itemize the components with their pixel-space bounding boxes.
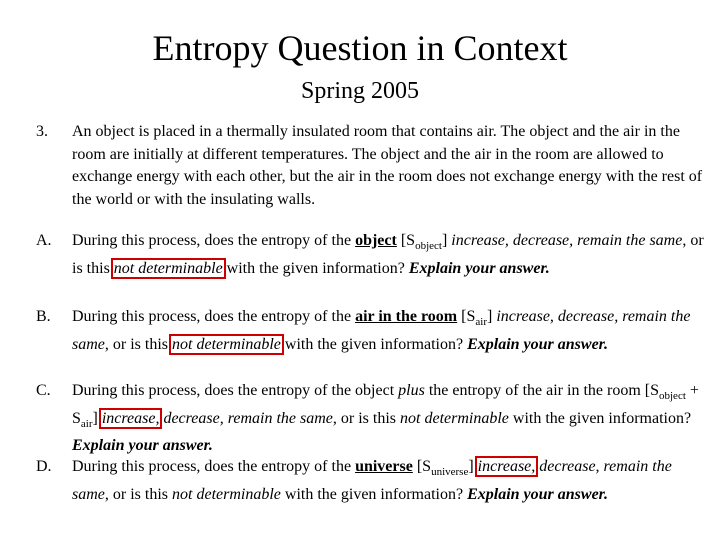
emphasis-object: object <box>355 232 397 249</box>
question-text: During this process, does the entropy of the object $[S_{object}]$ increase, decrease, remain the same, or is this not determinable with the given information? Explain your answer. <box>72 232 704 277</box>
explain-prompt: Explain your answer. <box>467 335 609 353</box>
question-text: During this process, does the entropy of the object plus the entropy of the air in the room $[S_{object} + S_{air}]$ increase, decrease, remain the same, or is this not determinable with the given information? Explain your answer. <box>72 382 699 455</box>
item-number: 3. <box>36 123 48 140</box>
page-title: Entropy Question in Context <box>152 28 568 68</box>
item-number: C. <box>36 382 51 399</box>
highlight-box: not determinable <box>111 258 226 279</box>
explain-prompt: Explain your answer. <box>408 259 550 277</box>
item-number: A. <box>36 232 52 249</box>
page-subtitle: Spring 2005 <box>300 78 419 104</box>
emphasis-air: air in the room <box>355 308 458 325</box>
highlight-box: increase, <box>475 456 539 477</box>
item-number: B. <box>36 308 51 325</box>
explain-prompt: Explain your answer. <box>72 437 213 455</box>
question-text: During this process, does the entropy of the universe $[S_{universe}]$ increase, decrease, remain the same, or is this not determinable with the given information? Explain your answer. <box>72 458 672 503</box>
highlight-box: increase, <box>99 408 163 429</box>
highlight-box: not determinable <box>169 334 284 355</box>
question-text: An object is placed in a thermally insulated room that contains air. The object and the air in the room are initially at different temperatures. The object and the air in the room are allowed to exchange energy with each other, but the air in the room does not exchange energy with the rest of the world or with the insulating walls. <box>72 123 703 208</box>
answer-options: decrease, remain the same <box>159 409 333 427</box>
answer-options: decrease, remain the same <box>72 458 672 503</box>
answer-options: increase, decrease, remain the same <box>72 308 691 353</box>
item-number: D. <box>36 458 52 475</box>
answer-options: increase, decrease, remain the same <box>451 232 683 249</box>
emphasis-universe: universe <box>355 458 413 475</box>
explain-prompt: Explain your answer. <box>467 485 609 503</box>
question-text: During this process, does the entropy of the air in the room $[S_{air}]$ increase, decrease, remain the same, or is this not determinable with the given information? Explain your answer. <box>72 308 691 353</box>
